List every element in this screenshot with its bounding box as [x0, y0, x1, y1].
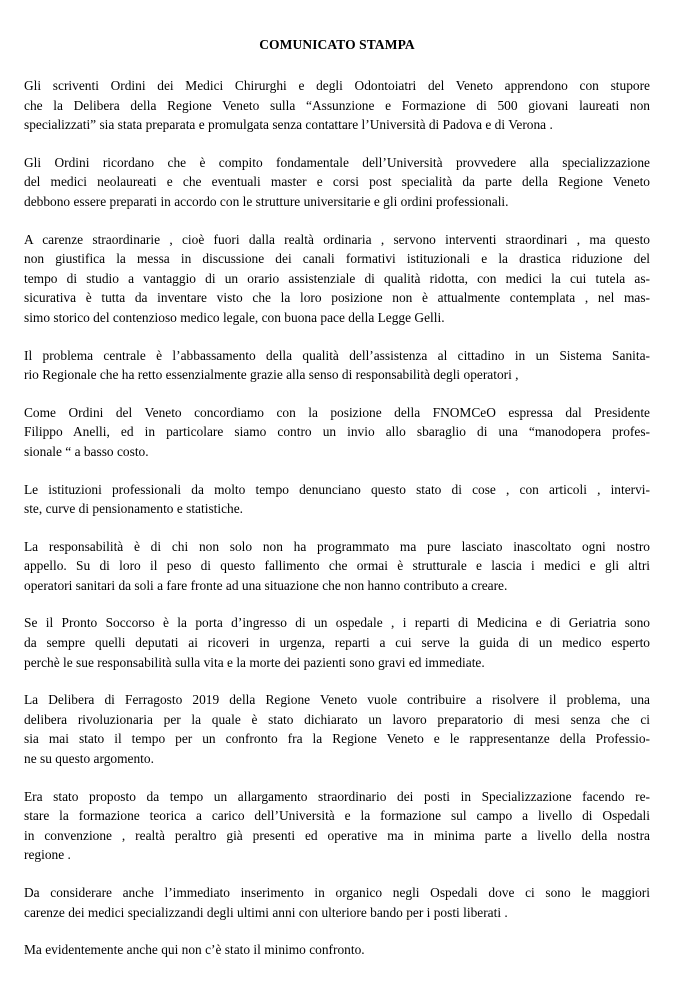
paragraph-line: carenze dei medici specializzandi degli ultimi anni con ulteriore bando per i posti liberati .: [24, 904, 508, 920]
paragraph-line: operatori sanitari da soli a fare fronte ad una situazione che non hanno contributo a creare.: [24, 577, 508, 593]
paragraph: [24, 787, 650, 865]
paragraph: [24, 613, 650, 672]
paragraph-line: Ma evidentemente anche qui non c’è stato il minimo confronto.: [24, 942, 365, 958]
paragraph-line: ne su questo argomento.: [24, 751, 154, 767]
paragraph-line: La Delibera di Ferragosto 2019 della Regione Veneto vuole contribuire a risolvere il problema, una: [24, 692, 650, 708]
document-title: COMUNICATO STAMPA: [259, 37, 415, 52]
paragraph-line: che la Delibera della Regione Veneto sulla “Assunzione e Formazione di 500 giovani laureati non: [24, 97, 650, 113]
paragraph-line: ste, curve di pensionamento e statistiche.: [24, 501, 244, 517]
paragraph-line: appello. Su di loro il peso di questo fallimento che ormai è strutturale e lascia i medici e gli altri: [24, 558, 650, 574]
paragraph-line: Da considerare anche l’immediato inserimento in organico negli Ospedali dove ci sono le maggiori: [24, 885, 650, 900]
paragraph-line: non giustifica la messa in discussione dei canali formativi istituzionali e la drastica riduzione del: [24, 251, 650, 267]
paragraph-line: tempo di studio a vantaggio di un orario assistenziale di qualità ridotta, con medici la cui tutela as-: [24, 270, 650, 286]
document-body: [24, 76, 650, 978]
paragraph-line: rio Regionale che ha retto essenzialmente grazie alla senso di responsabilità degli operatori ,: [24, 367, 519, 383]
paragraph: [24, 403, 650, 462]
paragraph-line: Gli Ordini ricordano che è compito fondamentale dell’Università provvedere alla specializzazione: [24, 154, 650, 170]
paragraph-line: sia mai stato il tempo per un confronto fra la Regione Veneto e le rappresentanze della Professio-: [24, 731, 650, 747]
paragraph-line: Le istituzioni professionali da molto tempo denunciano questo stato di cose , con articoli , intervi-: [24, 481, 650, 497]
paragraph-line: Il problema centrale è l’abbassamento della qualità dell’assistenza al cittadino in un Sistema Sanita-: [24, 347, 650, 363]
paragraph-line: debbono essere preparati in accordo con le strutture universitarie e gli ordini professionali.: [24, 193, 509, 209]
paragraph-line: stare la formazione teorica a carico dell’Università e la formazione sul campo a livello di Ospedali: [24, 808, 650, 824]
paragraph-line: sicurativa è tutta da inventare visto che la loro posizione non è attualmente contemplata , nel mas-: [24, 290, 650, 306]
paragraph-line: Era stato proposto da tempo un allargamento straordinario dei posti in Specializzazione facendo re-: [24, 788, 650, 804]
paragraph-line: regione .: [24, 847, 71, 863]
paragraph: [24, 883, 650, 922]
paragraph-line: Gli scriventi Ordini dei Medici Chirurghi e degli Odontoiatri del Veneto apprendono con stupore: [24, 78, 650, 93]
paragraph-line: delibera rivoluzionaria per la quale è stato dichiarato un lavoro preparatorio di mesi senza che ci: [24, 711, 650, 727]
paragraph: [24, 537, 650, 596]
paragraph: [24, 940, 650, 960]
paragraph-line: sionale “ a basso costo.: [24, 443, 149, 459]
paragraph-line: La responsabilità è di chi non solo non ha programmato ma pure lasciato inascoltato ogni nostro: [24, 538, 650, 554]
paragraph: [24, 76, 650, 135]
paragraph-line: in convenzione , realtà peraltro già presenti ed operative ma in minima parte a livello della nostra: [24, 827, 650, 843]
paragraph-line: perchè le sue responsabilità sulla vita e la morte dei pazienti sono gravi ed immediate.: [24, 654, 485, 670]
paragraph-line: Come Ordini del Veneto concordiamo con la posizione della FNOMCeO espressa dal Presidente: [24, 404, 650, 420]
paragraph-line: del medici neolaureati e che eventuali master e corsi post specialità da parte della Regione Veneto: [24, 174, 650, 190]
paragraph-line: Se il Pronto Soccorso è la porta d’ingresso di un ospedale , i reparti di Medicina e di Geriatria sono: [24, 615, 650, 631]
paragraph-line: Filippo Anelli, ed in particolare siamo contro un invio allo sbaraglio di una “manodopera profes-: [24, 424, 650, 440]
paragraph-line: da sempre quelli deputati ai ricoveri in urgenza, reparti a cui serve la guida di un medico esperto: [24, 635, 650, 651]
paragraph-line: simo storico del contenzioso medico legale, con buona pace della Legge Gelli.: [24, 309, 445, 325]
paragraph: [24, 346, 650, 385]
paragraph: [24, 230, 650, 328]
paragraph-line: specializzati” sia stata preparata e promulgata senza contattare l’Università di Padova e di Verona .: [24, 117, 553, 133]
paragraph: [24, 153, 650, 212]
paragraph: [24, 690, 650, 768]
paragraph-line: A carenze straordinarie , cioè fuori dalla realtà ordinaria , servono interventi straordinari , ma questo: [24, 231, 650, 247]
paragraph: [24, 480, 650, 519]
